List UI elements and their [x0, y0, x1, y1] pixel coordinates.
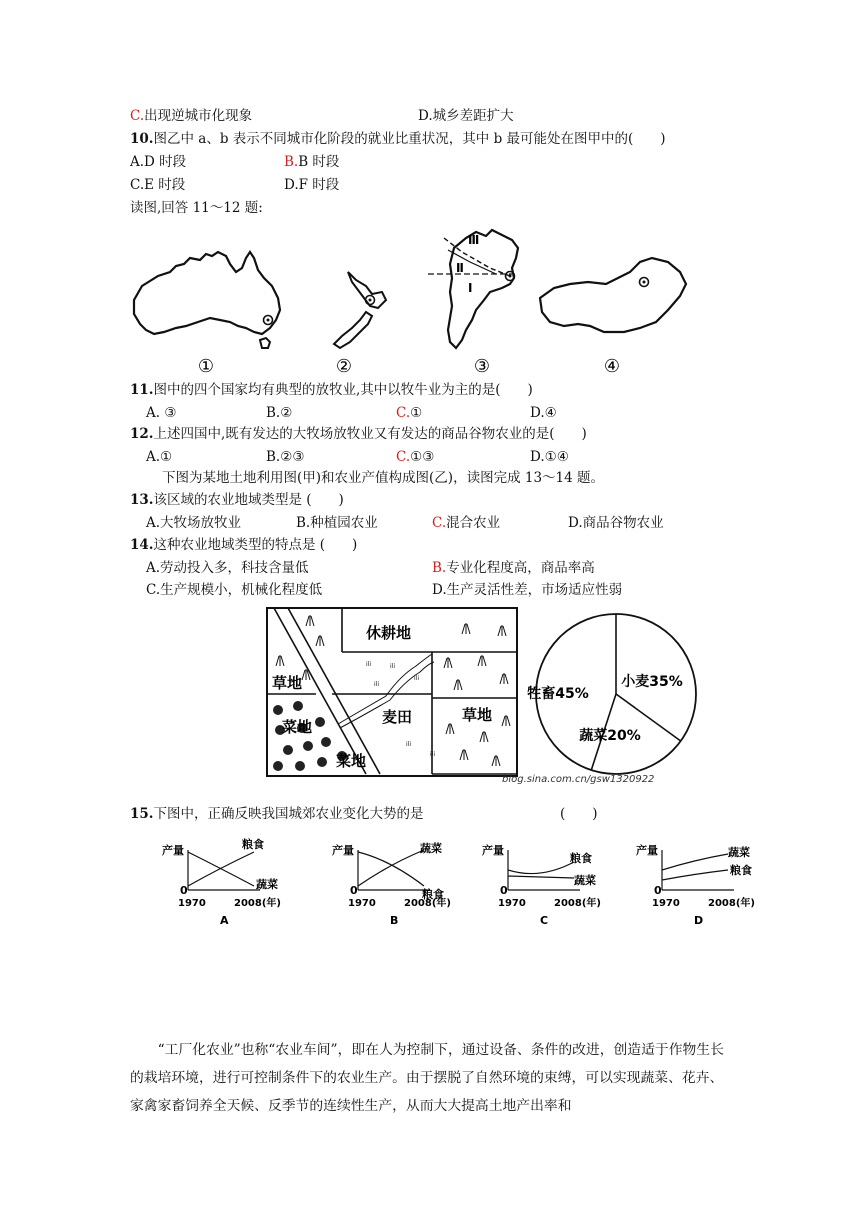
- q14-option-b-letter: B.: [432, 560, 447, 576]
- intro-11-12: 读图,回答 11～12 题:: [130, 200, 263, 216]
- land-veg-label-2: 菜地: [336, 752, 367, 770]
- q12-option-c: [396, 447, 434, 467]
- q11-option-c: [396, 403, 422, 423]
- svg-text:ili: ili: [414, 675, 420, 682]
- q14-stem: [130, 535, 357, 555]
- q13-option-a: A.大牧场放牧业: [146, 515, 242, 531]
- map-label-4: ④: [603, 356, 621, 377]
- q14-option-c: C.生产规模小，机械化程度低: [146, 582, 323, 598]
- chart-b-x1: 2008(年): [404, 898, 451, 909]
- q10-number: 10.: [130, 131, 154, 147]
- q11-option-c-text: ①: [410, 405, 423, 421]
- svg-text:ili: ili: [430, 751, 436, 758]
- pie-slice-label: 蔬菜20%: [579, 728, 641, 744]
- chart-d-x0: 1970: [652, 898, 680, 909]
- chart-c: [482, 843, 601, 927]
- chart-c-x0: 1970: [498, 898, 526, 909]
- q15-answer-paren: ( ): [560, 806, 598, 822]
- land-grass-label-1: 草地: [272, 674, 303, 692]
- chart-c-s1: 粮食: [570, 852, 592, 865]
- chart-c-letter: C: [540, 914, 549, 927]
- map-tasmania: [260, 338, 270, 348]
- chart-c-series-veg: [508, 876, 574, 878]
- map-australia: [134, 252, 280, 334]
- svg-text:ili: ili: [366, 661, 372, 668]
- map-argentina: [448, 230, 518, 348]
- q13-option-c: [432, 513, 500, 533]
- chart-b-zero: 0: [350, 884, 358, 897]
- q12-option-c-text: ①③: [410, 449, 435, 465]
- chart-a-s2: 蔬菜: [256, 878, 278, 891]
- region-label-2: Ⅱ: [456, 261, 464, 275]
- q12-stem-text: 上述四国中,既有发达的大牧场放牧业又有发达的商品谷物农业的是( ): [153, 426, 587, 442]
- chart-a-s1: 粮食: [242, 838, 264, 851]
- chart-c-s2: 蔬菜: [574, 874, 596, 887]
- chart-a-letter: A: [220, 914, 229, 927]
- chart-d-ylabel: 产量: [636, 844, 658, 857]
- q13-option-b: B.种植园农业: [296, 515, 378, 531]
- chart-c-ylabel: 产量: [482, 844, 504, 857]
- q13-stem: [130, 490, 344, 510]
- map-country-4: [540, 258, 686, 332]
- q9-option-c-letter: C.: [130, 108, 145, 124]
- q11-option-a: A. ③: [146, 405, 177, 421]
- q10-option-b-text: B 时段: [298, 154, 340, 170]
- chart-c-zero: 0: [500, 884, 508, 897]
- q14-option-a: A.劳动投入多，科技含量低: [146, 560, 309, 576]
- chart-a-zero: 0: [180, 884, 188, 897]
- passage-factory-agriculture: “工厂化农业”也称“农业车间”，即在人为控制下，通过设备、条件的改进，创造适于作物生长的栽培环境，进行可控制条件下的农业生产。由于摆脱了自然环境的束缚，可以实现蔬菜、花卉、家禽家畜饲养全天候、反季节的连续性生产，从而大大提高土地产出率和: [130, 1042, 724, 1114]
- q11-option-b: B.②: [266, 405, 293, 421]
- q12-option-d: D.①④: [530, 449, 569, 465]
- q11-option-d: D.④: [530, 405, 557, 421]
- q14-option-d: D.生产灵活性差，市场适应性弱: [432, 582, 623, 598]
- country-maps-figure: [120, 228, 700, 378]
- land-fallow-label: 休耕地: [366, 624, 412, 642]
- q13-option-d: D.商品谷物农业: [568, 515, 664, 531]
- q11-number: 11.: [130, 382, 154, 398]
- chart-c-x1: 2008(年): [554, 898, 601, 909]
- q14-stem-text: 这种农业地域类型的特点是 ( ): [153, 537, 358, 553]
- chart-d-zero: 0: [654, 884, 662, 897]
- q9-option-c: [130, 106, 252, 126]
- q10-stem: [130, 129, 666, 149]
- land-grass-label-2: 草地: [462, 706, 493, 724]
- q10-option-d: D.F 时段: [284, 177, 340, 193]
- map-new-zealand-south: [334, 312, 372, 348]
- land-wheat-label: 麦田: [382, 708, 413, 726]
- chart-d-x1: 2008(年): [708, 898, 755, 909]
- chart-a-ylabel: 产量: [162, 844, 184, 857]
- chart-a-x1: 2008(年): [234, 898, 281, 909]
- svg-text:ili: ili: [406, 741, 412, 748]
- output-pie-chart: [527, 614, 696, 774]
- q13-stem-text: 该区域的农业地域类型是 ( ): [153, 492, 344, 508]
- q15-charts: [160, 838, 770, 930]
- q12-option-c-letter: C.: [396, 449, 411, 465]
- q15-stem: [130, 804, 424, 824]
- q11-stem-text: 图中的四个国家均有典型的放牧业,其中以牧牛业为主的是( ): [153, 382, 533, 398]
- q9-option-d: D.城乡差距扩大: [418, 108, 514, 124]
- map-label-2: ②: [335, 356, 353, 377]
- q11-option-c-letter: C.: [396, 405, 411, 421]
- q10-option-b: [284, 152, 339, 172]
- q10-option-b-letter: B.: [284, 154, 299, 170]
- map-label-1: ①: [197, 356, 215, 377]
- q12-option-a: A.①: [146, 449, 173, 465]
- chart-d: [636, 843, 755, 927]
- chart-d-s1: 蔬菜: [728, 846, 750, 859]
- pie-slice-label: 小麦35%: [621, 674, 683, 690]
- q9-option-c-text: 出现逆城市化现象: [144, 108, 253, 124]
- chart-b-s2: 粮食: [422, 888, 444, 901]
- q10-option-a: A.D 时段: [130, 154, 187, 170]
- svg-text:ili: ili: [374, 681, 380, 688]
- region-label-1: Ⅰ: [468, 281, 473, 295]
- chart-d-letter: D: [694, 914, 704, 927]
- chart-d-s2: 粮食: [730, 864, 752, 877]
- q11-stem: [130, 380, 533, 400]
- pie-slice-label: 牲畜45%: [527, 686, 589, 702]
- chart-a: [162, 838, 281, 927]
- chart-b-x0: 1970: [348, 898, 376, 909]
- q14-option-b-text: 专业化程度高，商品率高: [446, 560, 595, 576]
- chart-d-series-grain: [662, 870, 728, 880]
- q15-stem-text: 下图中，正确反映我国城郊农业变化大势的是: [153, 806, 424, 822]
- map-label-3: ③: [473, 356, 491, 377]
- land-veg-label: 菜地: [282, 718, 313, 736]
- chart-b-s1: 蔬菜: [420, 842, 442, 855]
- q12-stem: [130, 424, 587, 444]
- q13-option-c-text: 混合农业: [446, 515, 501, 531]
- q12-number: 12.: [130, 426, 154, 442]
- q12-option-b: B.②③: [266, 449, 305, 465]
- q13-option-c-letter: C.: [432, 515, 447, 531]
- q14-option-b: [432, 558, 595, 578]
- q13-number: 13.: [130, 492, 154, 508]
- region-label-3: Ⅲ: [468, 233, 480, 247]
- chart-b-series-grain: [358, 852, 424, 886]
- land-use-figure: [266, 606, 706, 786]
- intro-13-14: 下图为某地土地利用图(甲)和农业产值构成图(乙)，读图完成 13～14 题。: [162, 470, 605, 486]
- svg-text:ili: ili: [390, 663, 396, 670]
- watermark-text: blog.sina.com.cn/gsw1320922: [502, 774, 655, 785]
- chart-d-series-veg: [662, 854, 728, 870]
- chart-b: [332, 841, 451, 927]
- q14-number: 14.: [130, 537, 154, 553]
- chart-a-x0: 1970: [178, 898, 206, 909]
- q10-option-c: C.E 时段: [130, 177, 186, 193]
- q15-number: 15.: [130, 806, 154, 822]
- q10-stem-text: 图乙中 a、b 表示不同城市化阶段的就业比重状况，其中 b 最可能处在图甲中的( ): [153, 131, 666, 147]
- chart-b-letter: B: [390, 914, 399, 927]
- chart-b-ylabel: 产量: [332, 844, 354, 857]
- chart-c-series-grain: [508, 862, 574, 874]
